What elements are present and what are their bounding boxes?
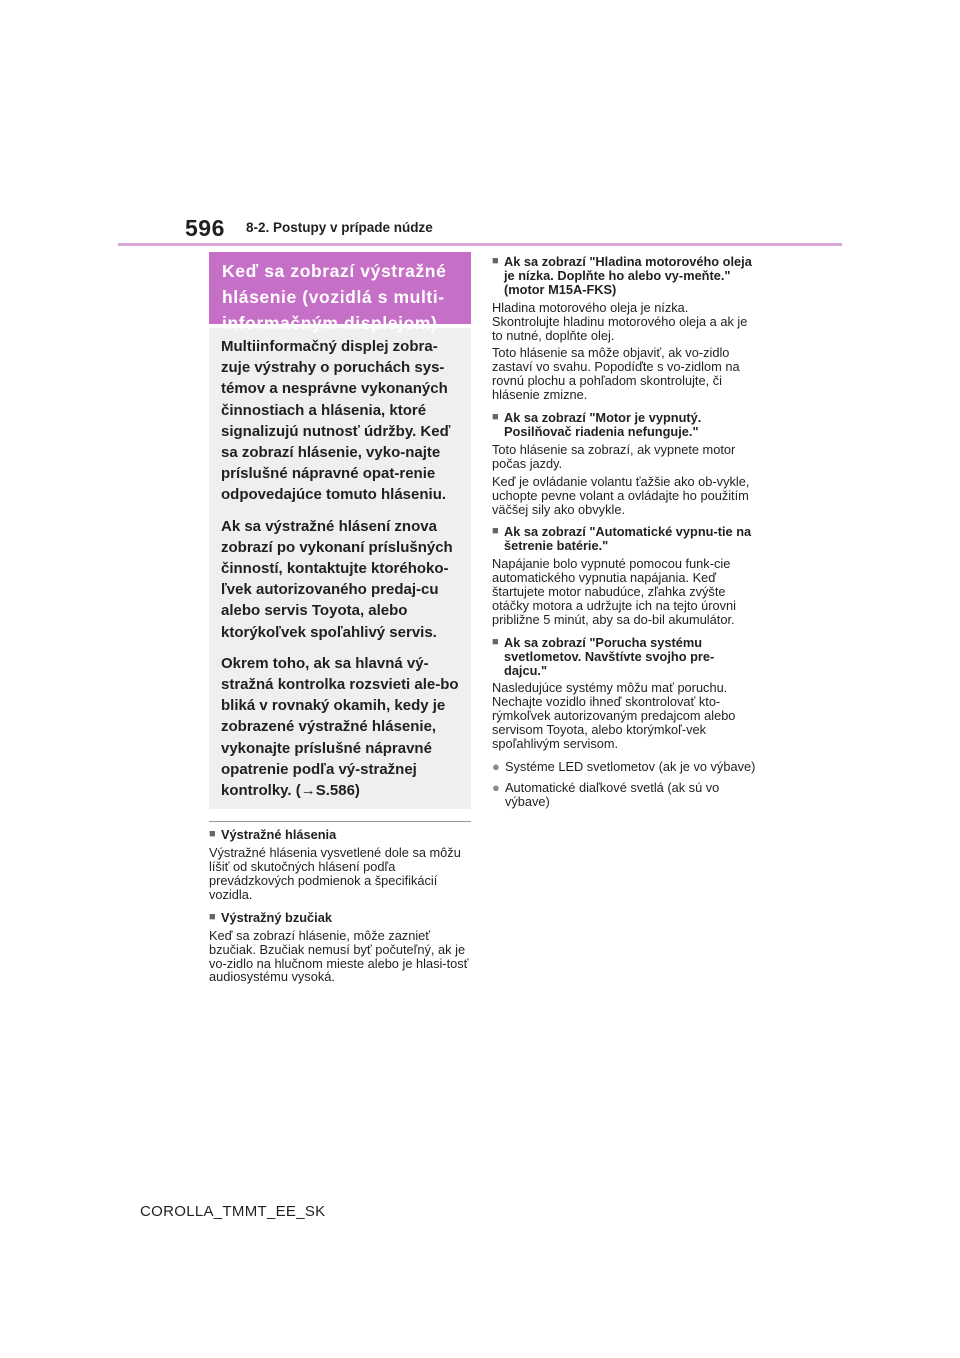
note-oil-level <box>492 255 757 402</box>
note-headlight-malfunction <box>492 636 757 751</box>
list-item: ● Automatické diaľkové svetlá (ak sú vo výbave) <box>492 779 720 809</box>
note-heading: ■ Ak sa zobrazí "Hladina motorového oleja je nízka. Doplňte ho alebo vy-meňte." (motor M15A-FKS) <box>492 254 752 297</box>
callout-paragraph: Okrem toho, ak sa hlavná vý-stražná kontrolka rozsvieti ale-bo bliká v rovnaký okamih, kedy je zobrazené výstražné hlásenie, vykonajte príslušné nápravné opatrenie podľa vý-stražnej kontrolky. (→S.586) <box>221 654 459 800</box>
column-divider <box>209 821 471 822</box>
note-heading: ■ Ak sa zobrazí "Automatické vypnu-tie na šetrenie batérie." <box>492 524 752 554</box>
square-bullet-icon: ■ <box>209 910 216 923</box>
square-bullet-icon: ■ <box>492 525 499 538</box>
note-heading: ■ Ak sa zobrazí "Motor je vypnutý. Posilňovač riadenia nefunguje." <box>492 410 702 439</box>
note-text: Toto hlásenie sa môže objaviť, ak vo-zidlo zastaví vo svahu. Popodíďte s vo-zidlom na rovnú plochu a pohľadom skontrolujte, či hlásenie zmizne. <box>492 345 740 403</box>
footer-doc-code: COROLLA_TMMT_EE_SK <box>140 1203 326 1220</box>
note-text: Keď sa zobrazí hlásenie, môže zaznieť bzučiak. Bzučiak nemusí byť počuteľný, ak je vo-zidlo na hlučnom mieste alebo je hlasi-tosť audiosystému vysoká. <box>209 927 469 985</box>
note-heading: ■ Výstražný bzučiak <box>209 909 332 925</box>
note-engine-off <box>492 411 757 516</box>
circle-bullet-icon: ● <box>492 759 500 774</box>
callout-body <box>209 328 471 809</box>
callout-paragraph: Multiinformačný displej zobra-zuje výstrahy o poruchách sys-témov a nesprávne vykonaných činnostiach a hlásenia, ktoré signalizujú nutnosť údržby. Keď sa zobrazí hlásenie, vyko-najte príslušné nápravné opat-renie odpovedajúce tomuto hláseniu. <box>221 338 451 504</box>
note-warning-messages <box>209 828 471 902</box>
note-text: Hladina motorového oleja je nízka. Skontrolujte hladinu motorového oleja a ak je to nutné, doplňte olej. <box>492 299 748 343</box>
square-bullet-icon: ■ <box>492 411 499 424</box>
square-bullet-icon: ■ <box>492 255 499 267</box>
right-column <box>492 255 757 816</box>
note-auto-power-off <box>492 525 757 626</box>
circle-bullet-icon: ● <box>492 779 500 795</box>
square-bullet-icon: ■ <box>209 828 216 841</box>
list-item: ● Systéme LED svetlometov (ak je vo výbave) <box>492 759 756 774</box>
page-number: 596 <box>185 215 225 241</box>
note-text: Keď je ovládanie volantu ťažšie ako ob-vykle, uchopte pevne volant a ovládajte ho použitím väčšej sily ako obvykle. <box>492 473 750 517</box>
note-text: Nasledujúce systémy môžu mať poruchu. Nechajte vozidlo ihneď skontrolovať kto-rýmkoľvek autorizovaným predajcom alebo servisom Toyota, alebo ktorýmkoľ-vek spoľahlivým servisom. <box>492 680 736 752</box>
note-text: Napájanie bolo vypnuté pomocou funk-cie automatického vypnutia napájania. Keď štartujete motor nabudúce, zľahka zvýšte otáčky motora a udržujte ich na tejto úrovni približne 5 minút, aby sa do-bil akumulátor. <box>492 556 736 627</box>
note-heading: ■ Výstražné hlásenia <box>209 827 337 843</box>
left-notes <box>209 828 471 984</box>
left-column <box>209 252 471 993</box>
note-text: Výstražné hlásenia vysvetlené dole sa môžu líšiť od skutočných hlásení podľa prevádzkových podmienok a špecifikácií vozidla. <box>209 845 461 902</box>
note-heading: ■ Ak sa zobrazí "Porucha systému svetlometov. Navštívte svojho pre-dajcu." <box>492 634 715 678</box>
callout-title: Keď sa zobrazí výstražné hlásenie (vozidlá s multi-informačným displejom) <box>209 252 471 324</box>
section-title: 8-2. Postupy v prípade núdze <box>246 220 433 235</box>
callout-paragraph: Ak sa výstražné hlásení znova zobrazí po vykonaní príslušných činností, kontaktujte ktoréhoko-ľvek autorizovaného predaj-cu alebo servis Toyota, alebo ktorýkoľvek spoľahlivý servis. <box>221 517 453 641</box>
square-bullet-icon: ■ <box>492 635 499 648</box>
note-text: Toto hlásenie sa zobrazí, ak vypnete motor počas jazdy. <box>492 441 736 471</box>
header-rule <box>118 243 842 246</box>
note-warning-buzzer <box>209 911 471 985</box>
